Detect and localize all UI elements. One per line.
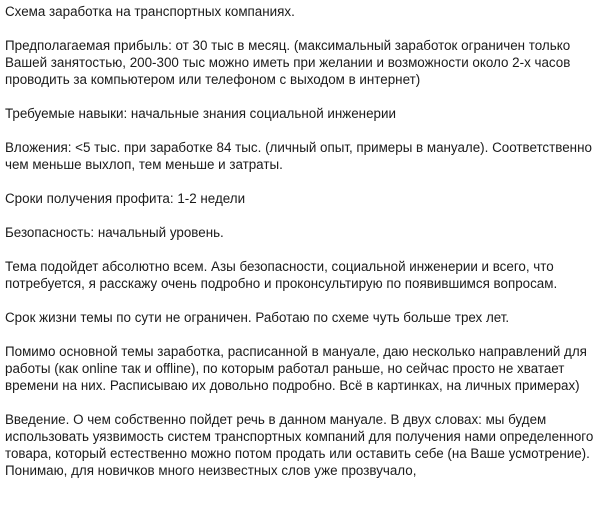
paragraph-required-skills: Требуемые навыки: начальные знания социальной инженерии bbox=[5, 106, 396, 121]
paragraph-expected-profit: Предполагаемая прибыль: от 30 тыс в месяц. (максимальный заработок ограничен только Вашей занятостью, 200-300 тыс можно иметь при желании и возможности около 2-х часов проводить за компьютером или телефоном с выходом в интернет) bbox=[5, 38, 571, 87]
document-title: Схема заработка на транспортных компаниях. bbox=[5, 4, 295, 19]
paragraph-investment: Вложения: <5 тыс. при заработке 84 тыс. (личный опыт, примеры в мануале). Соответственно чем меньше выхлоп, тем меньше и затраты. bbox=[5, 140, 592, 172]
document-body bbox=[5, 3, 608, 479]
paragraph-lifetime: Срок жизни темы по сути не ограничен. Работаю по схеме чуть больше трех лет. bbox=[5, 310, 510, 325]
paragraph-security: Безопасность: начальный уровень. bbox=[5, 225, 224, 240]
paragraph-profit-timeline: Сроки получения профита: 1-2 недели bbox=[5, 191, 246, 206]
paragraph-introduction: Введение. О чем собственно пойдет речь в данном мануале. В двух словах: мы будем использовать уязвимость систем транспортных компаний для получения нами определенного товара, который естественно можно потом продать или оставить себе (на Ваше усмотрение). Понимаю, для новичков много неизвестных слов уже прозвучало, bbox=[5, 412, 594, 478]
paragraph-extra-directions: Помимо основной темы заработка, расписанной в мануале, даю несколько направлений для работы (как online так и offline), по которым работал раньше, но сейчас просто не хватает времени на них. Расписываю их довольно подробно. Всё в картинках, на личных примерах) bbox=[5, 344, 587, 393]
paragraph-audience: Тема подойдет абсолютно всем. Азы безопасности, социальной инженерии и всего, что потребуется, я расскажу очень подробно и проконсультирую по появившимся вопросам. bbox=[5, 259, 558, 291]
